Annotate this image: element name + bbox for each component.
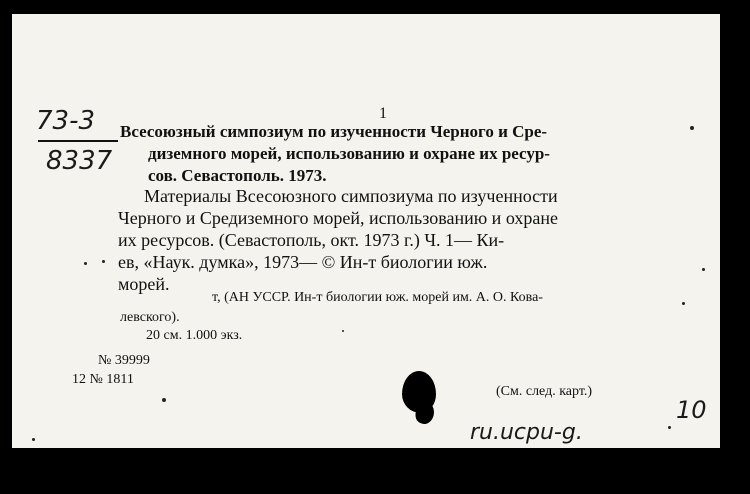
- body-line-5: морей.: [118, 274, 170, 294]
- body-line-4: ев, «Наук. думка», 1973— © Ин-т биологии юж.: [118, 252, 488, 272]
- speck: [702, 268, 705, 271]
- speck: [102, 260, 105, 263]
- title-line-1: Всесоюзный симпозиум по изученности Черного и Сре-: [120, 122, 548, 141]
- accession-number-1: № 39999: [98, 353, 150, 368]
- speck: [690, 126, 694, 130]
- body-line-1: Материалы Всесоюзного симпозиума по изученности: [144, 186, 558, 206]
- physical-description: 20 см. 1.000 экз.: [146, 328, 243, 343]
- catalog-card: [12, 14, 720, 448]
- speck: [84, 262, 87, 265]
- body-line-3: их ресурсов. (Севастополь, окт. 1973 г.) Ч. 1— Ки-: [118, 230, 505, 250]
- speck: [682, 302, 685, 305]
- accession-number-2: 12 № 1811: [72, 372, 134, 387]
- speck: [32, 438, 35, 441]
- series-line-1: т, (АН УССР. Ин-т биологии юж. морей им. А. О. Кова-: [212, 290, 543, 305]
- call-number-divider: [38, 140, 118, 142]
- speck: [342, 330, 344, 332]
- call-number-bottom: 8337: [46, 146, 113, 176]
- handwritten-signature: ru.ucpu-g.: [470, 420, 583, 445]
- series-line-2: левского).: [120, 310, 180, 325]
- continuation-note: (См. след. карт.): [496, 384, 593, 399]
- card-number: 1: [379, 105, 387, 122]
- title-line-3: сов. Севастополь. 1973.: [148, 166, 327, 185]
- title-line-2: диземного морей, использованию и охране их ресур-: [148, 144, 550, 163]
- handwritten-number: 10: [676, 396, 707, 424]
- body-line-2: Черного и Средиземного морей, использованию и охране: [118, 208, 558, 228]
- speck: [668, 426, 671, 429]
- call-number-top: 73-3: [36, 106, 96, 136]
- speck: [162, 398, 166, 402]
